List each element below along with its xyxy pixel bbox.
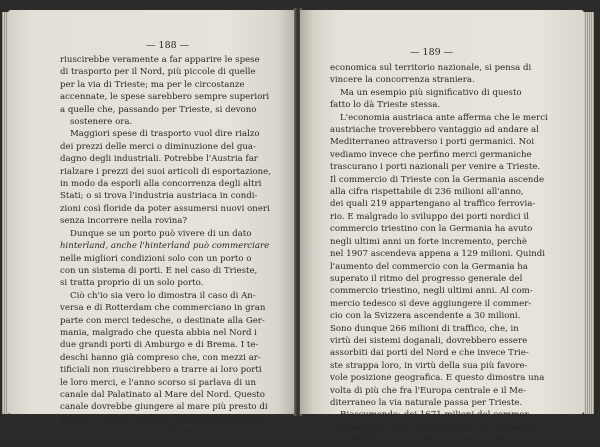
- text-line: le loro merci, e l'anno scorso si parlava di un: [60, 377, 256, 388]
- text-line: commercio triestino, negli ultimi anni. Al com-: [330, 286, 533, 297]
- text-line: Ma un esempio più significativo di questo: [340, 87, 522, 98]
- text-line: hinterland, anche l'hinterland può commerciare: [60, 241, 270, 252]
- text-line: per la via di Trieste; ma per le circostanze: [60, 79, 245, 90]
- text-line: commercio triestino con la Germania ha avuto: [330, 224, 533, 235]
- text-line: Riassumendo: dei 1671 milioni del commer-: [340, 410, 532, 421]
- page-number-189: — 189 —: [410, 47, 454, 58]
- text-line: dei prezzi delle merci o diminuzione del gua-: [60, 141, 256, 152]
- page-number-188: — 188 —: [146, 40, 190, 51]
- text-line: mercio tedesco si deve aggiungere il commer-: [330, 298, 532, 309]
- text-line: l'aumento del commercio con la Germania ha: [330, 261, 528, 272]
- text-line: col Mediterraneo. Questo commercio ha il suo: [330, 435, 532, 446]
- text-line: mania, malgrado che questa abbia nel Nord i: [60, 327, 257, 338]
- text-line: parte con merci tedesche, o destinate alla Ger-: [60, 315, 265, 326]
- text-line: superato il ritmo del progresso generale del: [330, 273, 523, 284]
- text-line: esteri, e così solo, facendo passare la via più: [60, 427, 255, 438]
- text-line: vediamo invece che perfino merci germaniche: [330, 149, 532, 160]
- text-line: in modo da esporli alla concorrenza degli altri: [60, 179, 262, 190]
- right-page-text: [330, 62, 556, 447]
- text-line: cio con la Svizzera ascendente a 30 milioni.: [330, 311, 521, 322]
- text-line: accennate, le spese sarebbero sempre superiori: [60, 92, 270, 103]
- text-line: Stati; o si trova l'industria austriaca in condi-: [60, 191, 258, 202]
- text-line: sostenere ora.: [70, 117, 133, 128]
- text-line: Ciò ch'io sia vero lo dimostra il caso di An-: [70, 290, 256, 301]
- text-line: canale dal Palatinato al Mare del Nord. Questo: [60, 389, 265, 400]
- text-line: canale dovrebbe giungere al mare più presto di: [60, 402, 268, 413]
- text-line: ste strappa loro, in virtù della sua più favore-: [330, 360, 528, 371]
- text-line: tificiali non riuscirebbero a trarre ai loro porti: [60, 365, 262, 376]
- right-page-edges: [584, 12, 594, 414]
- text-line: assorbiti dai porti del Nord e che invece Trie-: [330, 348, 529, 359]
- text-line: vincere la concorrenza straniera.: [330, 75, 475, 86]
- text-line: virtù dei sistemi doganali, dovrebbero essere: [330, 335, 528, 346]
- text-line: volta di più che fra l'Europa centrale e il Me-: [330, 385, 526, 396]
- text-line: Sono dunque 266 milioni di traffico, che, in: [330, 323, 519, 334]
- text-line: L'economia austriaca ante afferma che le merci: [340, 112, 548, 123]
- text-line: cio marittimo 1341 appartengono al commercio: [330, 422, 539, 433]
- left-page: [8, 10, 296, 438]
- right-page: [300, 10, 584, 446]
- text-line: rio. E malgrado lo sviluppo dei porti nordici il: [330, 211, 530, 222]
- text-line: trascurano i porti nazionali per venire a Trieste.: [330, 162, 541, 173]
- text-line: Il commercio di Trieste con la Germania ascende: [330, 174, 545, 185]
- text-line: dei quali 219 appartengano al traffico ferrovia-: [330, 199, 536, 210]
- text-line: fatto lo dà Trieste stessa.: [330, 100, 441, 111]
- text-line: zioni così floride da poter assumersi nuovi oneri: [60, 203, 270, 214]
- left-page-text: [60, 54, 288, 439]
- text-line: nel 1907 ascendeva appena a 129 milioni. Quindi: [330, 249, 545, 260]
- text-line: Maggiori spese di trasporto vuol dire rialzo: [70, 129, 260, 140]
- text-line: versa e di Rotterdam che commerciano in gran: [60, 303, 266, 314]
- text-line: rialzare i prezzi dei suoi articoli di esportazione,: [60, 166, 271, 177]
- text-line: diterraneo la via naturale passa per Trieste.: [330, 397, 523, 408]
- text-line: riuscirebbe veramente a far apparire le spese: [60, 55, 260, 65]
- text-line: senza incorrere nella rovina?: [60, 216, 188, 227]
- text-line: deschi hanno già compreso che, con mezzi ar-: [60, 352, 261, 363]
- text-line: vole posizione geografica. E questo dimostra una: [330, 373, 545, 384]
- text-line: Mediterraneo attraverso i porti germanici. Noi: [330, 137, 535, 148]
- text-line: due grandi porti di Amburgo e di Brema. I te-: [60, 340, 259, 351]
- text-line: negli ultimi anni un forte incremento, perchè: [330, 236, 527, 247]
- text-line: di trasporto per il Nord, più piccole di quelle: [60, 67, 256, 78]
- text-line: alla cifra rispettabile di 236 milioni all'anno,: [330, 187, 524, 198]
- text-line: economica sul territorio nazionale, si pensa di: [330, 63, 532, 73]
- text-line: austriache troverebbero vantaggio ad andare al: [330, 125, 539, 136]
- text-line: quanto vi giunge il Reno, l'arteria dei due porti: [60, 414, 266, 425]
- text-line: dagno degli industriali. Potrebbe l'Austria far: [60, 154, 258, 165]
- text-line: Dunque se un porto può vivere di un dato: [70, 228, 252, 239]
- text-line: con un sistema di porti. E nel caso di Trieste,: [60, 265, 258, 276]
- text-line: si tratta proprio di un solo porto.: [60, 278, 204, 289]
- text-line: nelle migliori condizioni solo con un porto o: [60, 253, 252, 264]
- text-line: a quelle che, passando per Trieste, si devono: [60, 104, 257, 115]
